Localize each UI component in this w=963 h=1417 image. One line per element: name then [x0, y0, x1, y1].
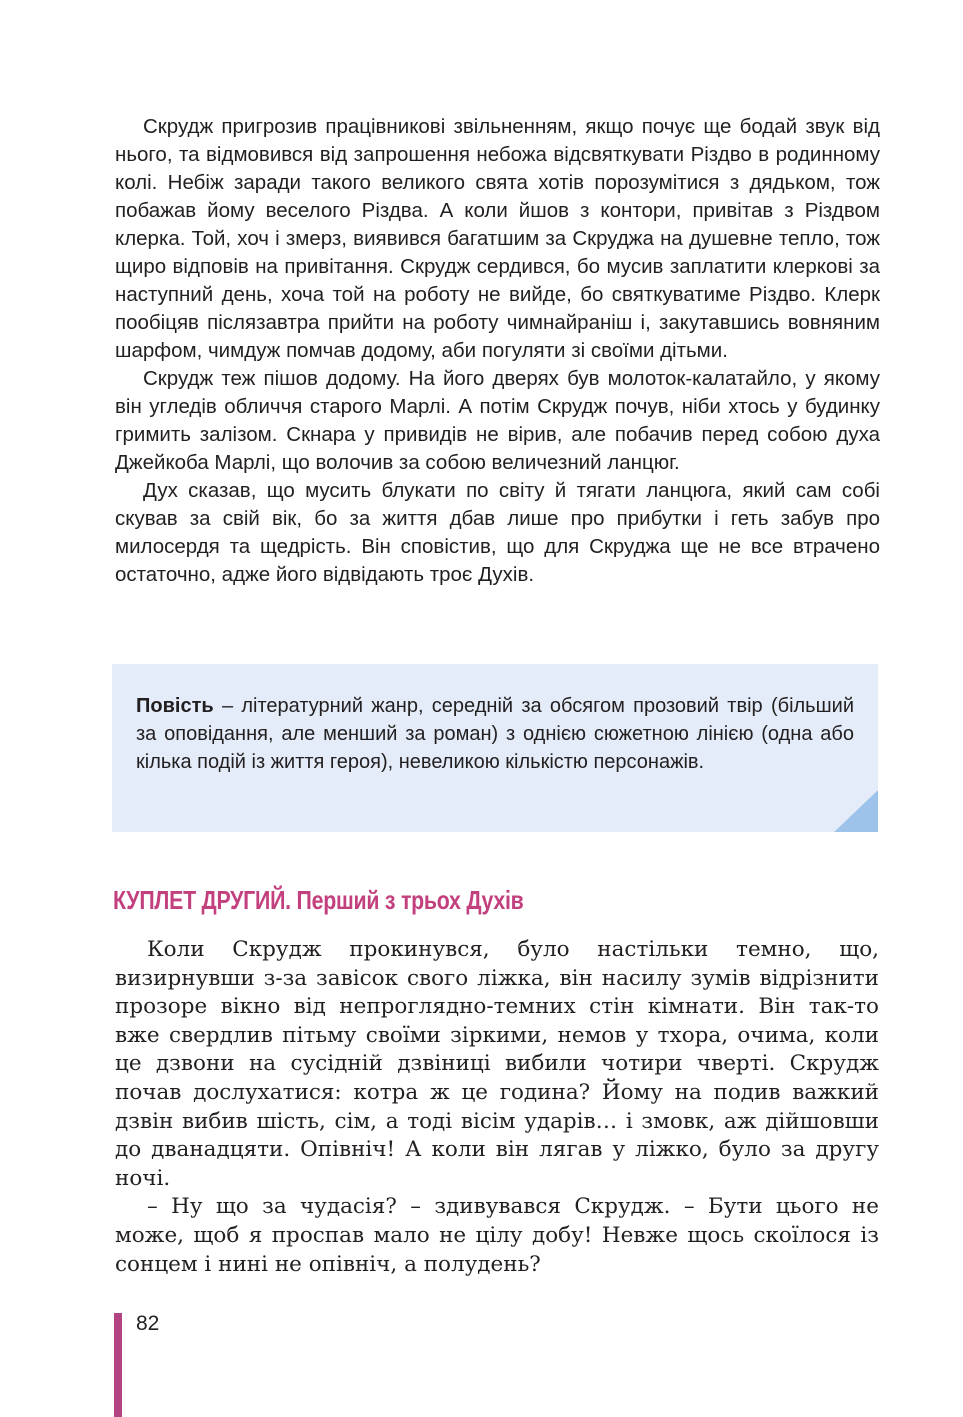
summary-paragraph: Дух сказав, що мусить блукати по світу й тягати ланцюга, який сам собі скував за свій вік, бо за життя дбав лише про прибутки і геть забув про милосердя та щедрість. Він сповістив, що для Скруджа ще не все втрачено остаточно, адже його відвідають троє Духів. [115, 479, 880, 586]
section-heading: КУПЛЕТ ДРУГИЙ. Перший з трьох Духів [113, 885, 524, 915]
definition-text [136, 692, 854, 776]
corner-fold-icon [834, 790, 878, 832]
definition-box [112, 664, 878, 832]
story-paragraph: Коли Скрудж прокинувся, було настільки темно, що, визирнувши з-за завісок свого ліжка, він насилу зумів відрізнити прозоре вікно від непроглядно-темних стін кімнати. Він так-то вже свердлив пітьму своїми зіркими, немов у тхора, очима, коли це дзвони на сусідній дзвіниці вибили чотири чверті. Скрудж почав дослухатися: котра ж це година? Йому на подив важкий дзвін вибив шість, сім, а тоді вісім ударів… і змовк, аж дійшовши до дванадцяти. Опівніч! А коли він лягав у ліжко, було за другу ночі. [115, 937, 879, 1191]
page-number: 82 [136, 1312, 160, 1335]
story-paragraph: – Ну що за чудасія? – здивувався Скрудж. – Бути цього не може, щоб я проспав мало не цілу добу! Невже щось скоїлося із сонцем і нині не опівніч, а полудень? [115, 1194, 879, 1277]
summary-paragraph: Скрудж теж пішов додому. На його дверях був молоток-калатайло, у якому він угледів обличчя старого Марлі. А потім Скрудж почув, ніби хтось у будинку гримить залізом. Скнара у привидів не вірив, але побачив перед собою духа Джейкоба Марлі, що волочив за собою величезний ланцюг. [115, 367, 880, 474]
definition-body: – літературний жанр, середній за обсягом прозовий твір (більший за оповідання, але менший за роман) з однією сюжетною лінією (одна або кілька подій із життя героя), невеликою кількістю персонажів. [136, 695, 854, 773]
summary-text [115, 113, 880, 589]
page-accent-bar [114, 1313, 122, 1417]
story-text [115, 936, 879, 1279]
definition-term: Повість [136, 695, 214, 717]
summary-paragraph: Скрудж пригрозив працівникові звільненням, якщо почує ще бодай звук від нього, та відмовився від запрошення небожа відсвяткувати Різдво в родинному колі. Небіж заради такого великого свята хотів порозумітися з дядьком, тож побажав йому веселого Різдва. А коли йшов з контори, привітав з Різдвом клерка. Той, хоч і змерз, виявився багатшим за Скруджа на душевне тепло, тож щиро відповів на привітання. Скрудж сердився, бо мусив заплатити клеркові за наступний день, хоча той на роботу не вийде, бо святкуватиме Різдво. Клерк пообіцяв післязавтра прийти на роботу чимнайраніш і, закутавшись вовняним шарфом, чимдуж помчав додому, аби погуляти зі своїми дітьми. [115, 115, 880, 362]
